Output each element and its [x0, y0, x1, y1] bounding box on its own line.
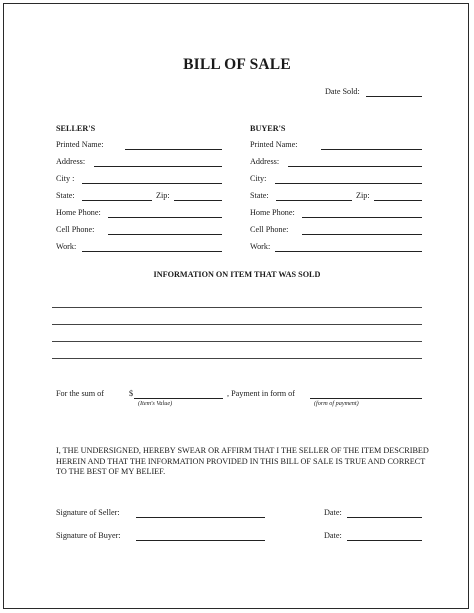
seller-address-label: Address: — [56, 157, 86, 166]
seller-zip-label: Zip: — [156, 191, 170, 200]
item-info-line[interactable] — [52, 341, 422, 342]
seller-city-label: City : — [56, 174, 75, 183]
seller-signature-field[interactable] — [136, 517, 265, 518]
buyer-cell-phone-label: Cell Phone: — [250, 225, 289, 234]
buyer-city-label: City: — [250, 174, 267, 183]
declaration-text: I, THE UNDERSIGNED, HEREBY SWEAR OR AFFIRM THAT I THE SELLER OF THE ITEM DESCRIBED HEREIN AND THAT THE INFORMATION PROVIDED IN THIS BILL OF SALE IS TRUE AND CORRECT TO THE BEST OF MY BELIEF. — [56, 446, 429, 476]
seller-printed-name-field[interactable] — [125, 149, 222, 150]
seller-date-field[interactable] — [347, 517, 422, 518]
buyer-address-label: Address: — [250, 157, 280, 166]
buyer-printed-name-label: Printed Name: — [250, 140, 298, 149]
item-info-line[interactable] — [52, 358, 422, 359]
buyer-signature-label: Signature of Buyer: — [56, 531, 121, 540]
buyer-date-field[interactable] — [347, 540, 422, 541]
item-info-heading: INFORMATION ON ITEM THAT WAS SOLD — [153, 270, 321, 279]
payment-form-label: , Payment in form of — [227, 389, 295, 398]
seller-cell-phone-field[interactable] — [108, 234, 222, 235]
seller-home-phone-field[interactable] — [108, 217, 222, 218]
buyer-state-field[interactable] — [276, 200, 352, 201]
buyer-cell-phone-field[interactable] — [302, 234, 422, 235]
buyer-heading: BUYER'S — [250, 124, 286, 133]
date-sold-label: Date Sold: — [325, 87, 360, 96]
buyer-date-label: Date: — [324, 531, 342, 540]
seller-home-phone-label: Home Phone: — [56, 208, 101, 217]
seller-date-label: Date: — [324, 508, 342, 517]
item-info-line[interactable] — [52, 307, 422, 308]
seller-work-label: Work: — [56, 242, 77, 251]
buyer-zip-label: Zip: — [356, 191, 370, 200]
buyer-state-label: State: — [250, 191, 269, 200]
seller-heading: SELLER'S — [56, 124, 96, 133]
seller-zip-field[interactable] — [174, 200, 222, 201]
payment-form-hint: (form of payment) — [314, 400, 359, 407]
buyer-work-label: Work: — [250, 242, 271, 251]
date-sold-field[interactable] — [366, 96, 422, 97]
buyer-signature-field[interactable] — [136, 540, 265, 541]
payment-form-field[interactable] — [310, 398, 422, 399]
item-value-hint: (Item's Value) — [138, 400, 173, 407]
item-value-field[interactable] — [134, 398, 223, 399]
seller-cell-phone-label: Cell Phone: — [56, 225, 95, 234]
buyer-zip-field[interactable] — [374, 200, 422, 201]
buyer-address-field[interactable] — [288, 166, 422, 167]
seller-state-field[interactable] — [82, 200, 152, 201]
page-border — [3, 3, 469, 609]
seller-city-field[interactable] — [82, 183, 222, 184]
sum-label: For the sum of — [56, 389, 104, 398]
seller-signature-label: Signature of Seller: — [56, 508, 120, 517]
seller-work-field[interactable] — [82, 251, 222, 252]
item-info-line[interactable] — [52, 324, 422, 325]
document-title: BILL OF SALE — [183, 56, 291, 73]
buyer-printed-name-field[interactable] — [321, 149, 422, 150]
buyer-home-phone-field[interactable] — [302, 217, 422, 218]
buyer-city-field[interactable] — [275, 183, 422, 184]
currency-symbol: $ — [129, 389, 134, 398]
seller-address-field[interactable] — [94, 166, 222, 167]
buyer-home-phone-label: Home Phone: — [250, 208, 295, 217]
buyer-work-field[interactable] — [275, 251, 422, 252]
seller-printed-name-label: Printed Name: — [56, 140, 104, 149]
seller-state-label: State: — [56, 191, 75, 200]
